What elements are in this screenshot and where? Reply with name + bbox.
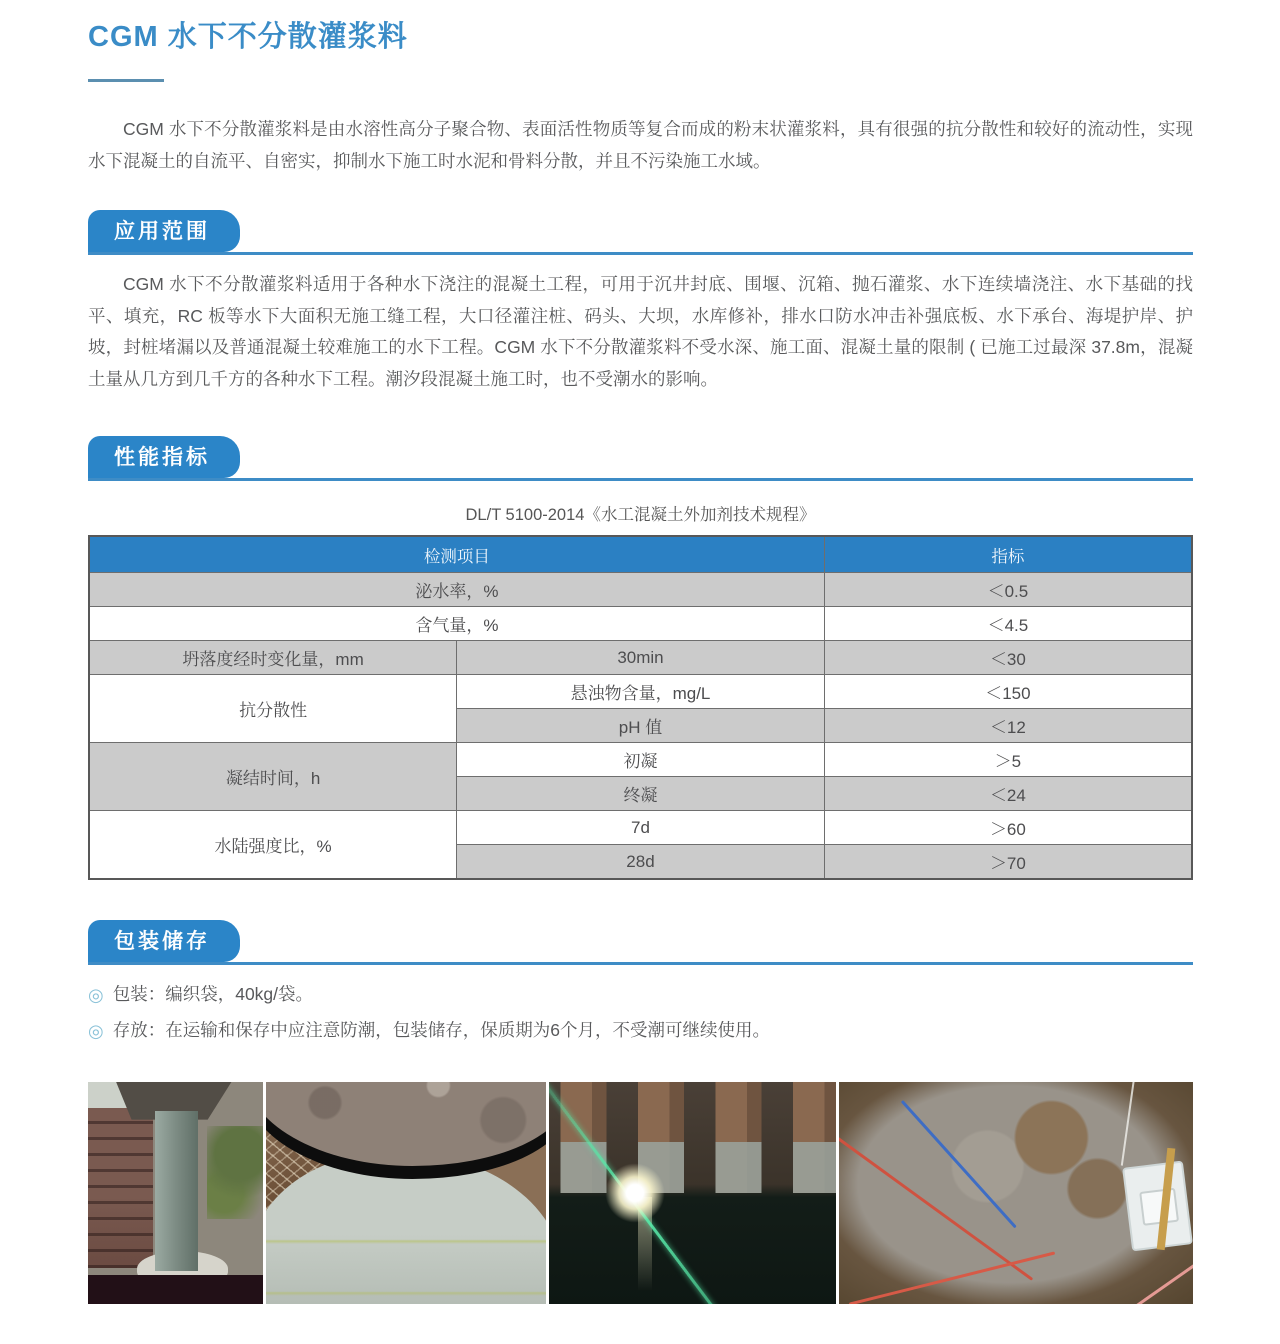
photo-concrete-dome-repair	[266, 1082, 546, 1304]
performance-table	[88, 535, 1193, 880]
photo2-dome	[266, 1153, 546, 1304]
performance-section-badge: 性能指标	[88, 436, 240, 478]
intro-paragraph: CGM 水下不分散灌浆料是由水溶性高分子聚合物、表面活性物质等复合而成的粉末状灌浆料，具有很强的抗分散性和较好的流动性，实现水下混凝土的自流平、自密实，抑制水下施工时水泥和骨料分散，并且不污染施工水域。	[88, 119, 1193, 171]
application-paragraph: CGM 水下不分散灌浆料适用于各种水下浇注的混凝土工程，可用于沉井封底、围堰、沉箱、抛石灌浆、水下连续墙浇注、水下基础的找平、填充，RC 板等水下大面积无施工缝工程，大口径灌注桩、码头、大坝，水库修补，排水口防水冲击补强底板、水下承台、海堤护岸、护坡，封桩堵漏以及普通混凝土较难施工的水下工程。CGM 水下不分散灌浆料不受水深、施工面、混凝土量的限制 ( 已施工过最深 37.8m，混凝土量从几方到几千方的各种水下工程。潮汐段混凝土施工时，也不受潮水的影响。	[88, 273, 1193, 390]
photo4-red-hose	[839, 1122, 1033, 1280]
cell-value: ＜24	[824, 777, 1192, 811]
packaging-bullet	[88, 979, 1193, 1011]
table-row	[89, 607, 1192, 641]
photo-pier-pipe-grouting	[88, 1082, 263, 1304]
cell-item: 泌水率，%	[89, 573, 824, 607]
photo-caisson-pit	[839, 1082, 1193, 1304]
photo4-blue-hose	[900, 1100, 1016, 1228]
cell-value: ＜0.5	[824, 573, 1192, 607]
cell-sub-item: 初凝	[457, 743, 825, 777]
cell-value: ＜12	[824, 709, 1192, 743]
standard-reference: DL/T 5100-2014《水工混凝土外加剂技术规程》	[465, 506, 816, 525]
packaging-bullet	[88, 1015, 1193, 1047]
col-header-value: 指标	[824, 536, 1192, 573]
cell-group-item: 抗分散性	[89, 675, 457, 743]
table-row	[89, 811, 1192, 845]
bullet-text: 包装：编织袋，40kg/袋。	[112, 984, 314, 1005]
photo1-foreground	[88, 1275, 263, 1304]
cell-sub-item: 终凝	[457, 777, 825, 811]
photo3-work-light	[605, 1163, 665, 1223]
section-header-application	[88, 210, 1193, 255]
cell-value: ＜4.5	[824, 607, 1192, 641]
application-section-badge: 应用范围	[88, 210, 240, 252]
cell-sub-item: 30min	[457, 641, 825, 675]
table-row	[89, 675, 1192, 709]
packaging-section-badge: 包装储存	[88, 920, 240, 962]
cell-sub-item: pH 值	[457, 709, 825, 743]
cell-group-item: 凝结时间，h	[89, 743, 457, 811]
photo1-water-fence	[88, 1108, 153, 1268]
cell-group-item: 水陆强度比，%	[89, 811, 457, 880]
page-title: CGM 水下不分散灌浆料	[88, 21, 408, 53]
title-underline	[88, 79, 164, 82]
cell-sub-item: 28d	[457, 845, 825, 880]
photo4-red-hose	[849, 1252, 1056, 1304]
cell-sub-item: 7d	[457, 811, 825, 845]
cell-sub-item: 悬浊物含量，mg/L	[457, 675, 825, 709]
ring-bullet-icon: ◎	[88, 985, 104, 1006]
cell-value: ＜30	[824, 641, 1192, 675]
cell-item: 坍落度经时变化量，mm	[89, 641, 457, 675]
photo4-pink-hose	[1110, 1262, 1193, 1304]
section-header-packaging	[88, 920, 1193, 965]
cell-value: ＞60	[824, 811, 1192, 845]
table-row	[89, 641, 1192, 675]
ring-bullet-icon: ◎	[88, 1021, 104, 1042]
photo1-pipe	[155, 1111, 199, 1271]
cell-value: ＞70	[824, 845, 1192, 880]
table-row	[89, 743, 1192, 777]
section-header-performance	[88, 436, 1193, 481]
table-header-row	[89, 536, 1192, 573]
bullet-text: 存放：在运输和保存中应注意防潮，包装储存，保质期为6个月，不受潮可继续使用。	[112, 1020, 770, 1041]
table-row	[89, 573, 1192, 607]
packaging-bullet-list	[88, 979, 1193, 1048]
photo2-rough-concrete	[266, 1082, 546, 1166]
col-header-item: 检测项目	[89, 536, 824, 573]
photo-gallery	[88, 1082, 1193, 1304]
photo1-vegetation	[207, 1126, 263, 1219]
photo4-wire	[1121, 1082, 1135, 1166]
cell-value: ＜150	[824, 675, 1192, 709]
photo-underwater-piers-laser	[549, 1082, 836, 1304]
cell-item: 含气量，%	[89, 607, 824, 641]
cell-value: ＞5	[824, 743, 1192, 777]
